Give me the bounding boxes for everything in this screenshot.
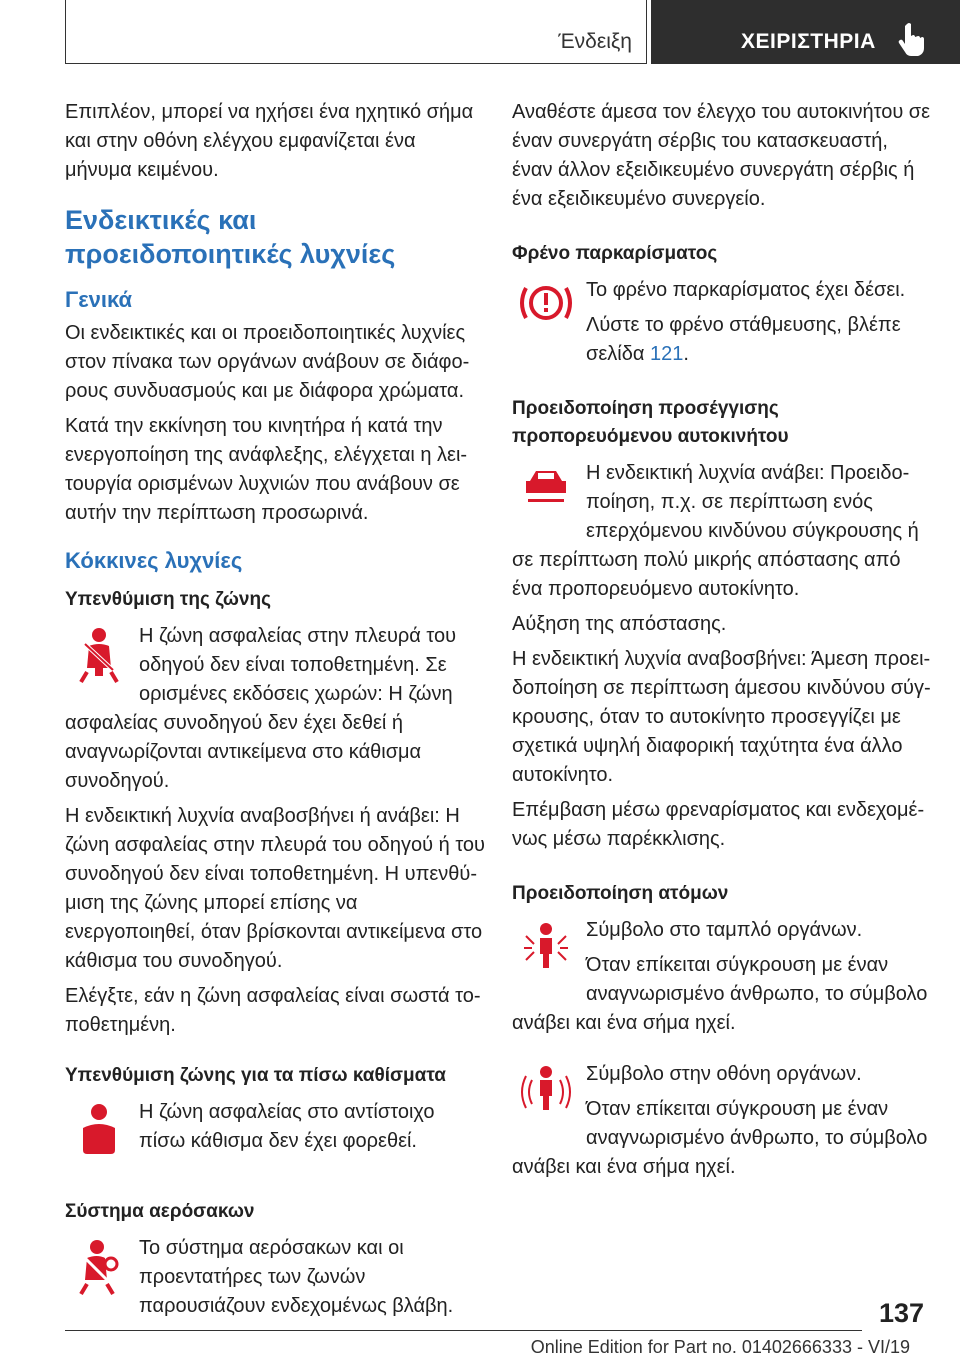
header-left-title: Ένδειξη — [558, 30, 632, 53]
person-paragraph-2: Όταν επίκειται σύγκρουση με έναν αναγνωρισμένο άνθρωπο, το σύμβολο ανάβει και ένα σήμα ηχεί. — [512, 954, 928, 1034]
rear-seatbelt-title: Υπενθύμιση ζώνης για τα πίσω καθίσματα — [65, 1065, 446, 1086]
person-warning-title: Προειδοποίηση ατόμων — [512, 883, 729, 904]
red-lamps-title: Κόκκινες λυχνίες — [65, 548, 243, 573]
right-intro: Αναθέστε άμεσα τον έλεγχο του αυτοκινήτου σε έναν συνεργάτη σέρβις του κατασκευαστή, έναν άλλον εξειδικευμένο συνεργάτη σέρβις ή ένα εξειδικευμένο συνεργείο. — [512, 101, 931, 210]
footer-edition: Online Edition for Part no. 01402666333 - VI/19 — [530, 1337, 910, 1357]
airbag-paragraph: Το σύστημα αερόσακων και οι προεντατήρες των ζωνών παρουσιάζουν ενδεχομένως βλάβη. — [139, 1237, 454, 1317]
person-paragraph-4: Όταν επίκειται σύγκρουση με έναν αναγνωρισμένο άνθρωπο, το σύμβολο ανάβει και ένα σήμα ηχεί. — [512, 1098, 928, 1178]
left-column — [65, 98, 485, 1327]
seatbelt-paragraph-3: Ελέγξτε, εάν η ζώνη ασφαλείας είναι σωστά τοποθετημένη. — [65, 985, 481, 1036]
footer-divider — [65, 1330, 862, 1331]
seatbelt-warning-icon — [65, 622, 133, 692]
rear-seatbelt-icon — [65, 1098, 133, 1168]
approach-paragraph-3: Η ενδεικτική λυχνία αναβοσβήνει: Άμεση προειδοποίηση σε περίπτωση άμεσου κινδύνου σύγκρουσης, όταν το αυτοκίνητο προσεγγίζει με σχετικά υψηλή διαφορική ταχύτητα ένα άλλο αυτοκίνητο. — [512, 648, 931, 786]
page-link-121[interactable]: 121 — [649, 343, 684, 365]
person-paragraph-1: Σύμβολο στο ταμπλό οργάνων. — [586, 919, 863, 941]
parking-brake-item — [512, 276, 932, 375]
parking-brake-text: Λύστε το φρένο στάθμευσης, βλέπε σελίδα — [586, 314, 901, 365]
approach-warning-title: Προειδοποίηση προσέγγισης προπορευόμενου αυτοκινήτου — [512, 398, 789, 447]
person-warning-display-icon — [512, 1060, 580, 1130]
left-intro: Επιπλέον, μπορεί να ηχήσει ένα ηχητικό σήμα και στην οθόνη ελέγχου εμφανίζεται ένα μήνυμα κειμένου. — [65, 101, 474, 181]
parking-brake-period: . — [683, 343, 689, 365]
general-title: Γενικά — [65, 287, 133, 312]
approach-paragraph-1: Η ενδεικτική λυχνία ανάβει: Προειδοποίηση, π.χ. σε περίπτωση ενός επερχόμενου κινδύνου σύγκρουσης ή σε περίπτωση πολύ μικρής απόστασης από ένα προπορευόμενο αυτοκίνητο. — [512, 462, 919, 600]
airbag-warning-icon — [65, 1234, 133, 1304]
seatbelt-paragraph-2: Η ενδεικτική λυχνία αναβοσβήνει ή ανάβει: Η ζώνη ασφαλείας στην πλευρά του οδηγού ή του συνοδηγού δεν είναι τοποθετημένη. Η υπενθύμιση της ζώνης μπορεί επίσης να ενεργοποιηθεί, όταν βρίσκονται αντικείμενα στο κάθισμα του συνοδηγού. — [65, 805, 485, 972]
seatbelt-reminder-item — [65, 622, 485, 796]
parking-brake-paragraph-1: Το φρένο παρκαρίσματος έχει δέσει. — [586, 279, 906, 301]
parking-brake-icon — [512, 276, 580, 346]
header-left-tab — [65, 0, 647, 64]
person-warning-item-2 — [512, 1060, 932, 1182]
rear-seatbelt-item — [65, 1098, 485, 1168]
seatbelt-reminder-title: Υπενθύμιση της ζώνης — [65, 589, 271, 610]
parking-brake-title: Φρένο παρκαρίσματος — [512, 243, 718, 264]
header-right-title: ΧΕΙΡΙΣΤΗΡΙΑ — [741, 30, 876, 53]
section-title: Ενδεικτικές και προειδοποιητικές λυχνίες — [65, 205, 396, 269]
header-right-tab — [651, 0, 960, 64]
general-paragraph-1: Οι ενδεικτικές και οι προειδοποιητικές λυχνίες στον πίνακα των οργάνων ανάβουν σε διάφορους συνδυασμούς και με διάφορα χρώματα. — [65, 322, 470, 402]
page-number: 137 — [878, 1298, 924, 1328]
approach-warning-item — [512, 459, 932, 604]
seatbelt-paragraph-1: Η ζώνη ασφαλείας στην πλευρά του οδηγού δεν είναι τοποθετημένη. Σε ορισμένες εκδόσεις χωρών: Η ζώνη ασφαλείας συνοδηγού δεν έχει δεθεί ή αναγνωρίζονται αντικείμενα στο κάθισμα συνοδηγού. — [65, 625, 457, 792]
hand-pointer-icon — [897, 22, 925, 56]
airbag-title: Σύστημα αερόσακων — [65, 1201, 255, 1222]
general-paragraph-2: Κατά την εκκίνηση του κινητήρα ή κατά την ενεργοποίηση της ανάφλεξης, ελέγχεται η λειτουργία ορισμένων λυχνιών που ανάβουν σε αυτήν την περίπτωση προσωρινά. — [65, 415, 468, 524]
approach-paragraph-4: Επέμβαση μέσω φρεναρίσματος και ενδεχομένως μέσω παρέκκλισης. — [512, 799, 925, 850]
rear-seatbelt-paragraph: Η ζώνη ασφαλείας στο αντίστοιχο πίσω κάθισμα δεν έχει φορεθεί. — [139, 1101, 435, 1152]
person-warning-item-1 — [512, 916, 932, 1038]
person-paragraph-3: Σύμβολο στην οθόνη οργάνων. — [586, 1063, 862, 1085]
car-approach-warning-icon — [512, 459, 580, 529]
airbag-item — [65, 1234, 485, 1321]
approach-paragraph-2: Αύξηση της απόστασης. — [512, 613, 727, 635]
person-warning-icon — [512, 916, 580, 986]
right-column — [512, 98, 932, 1188]
